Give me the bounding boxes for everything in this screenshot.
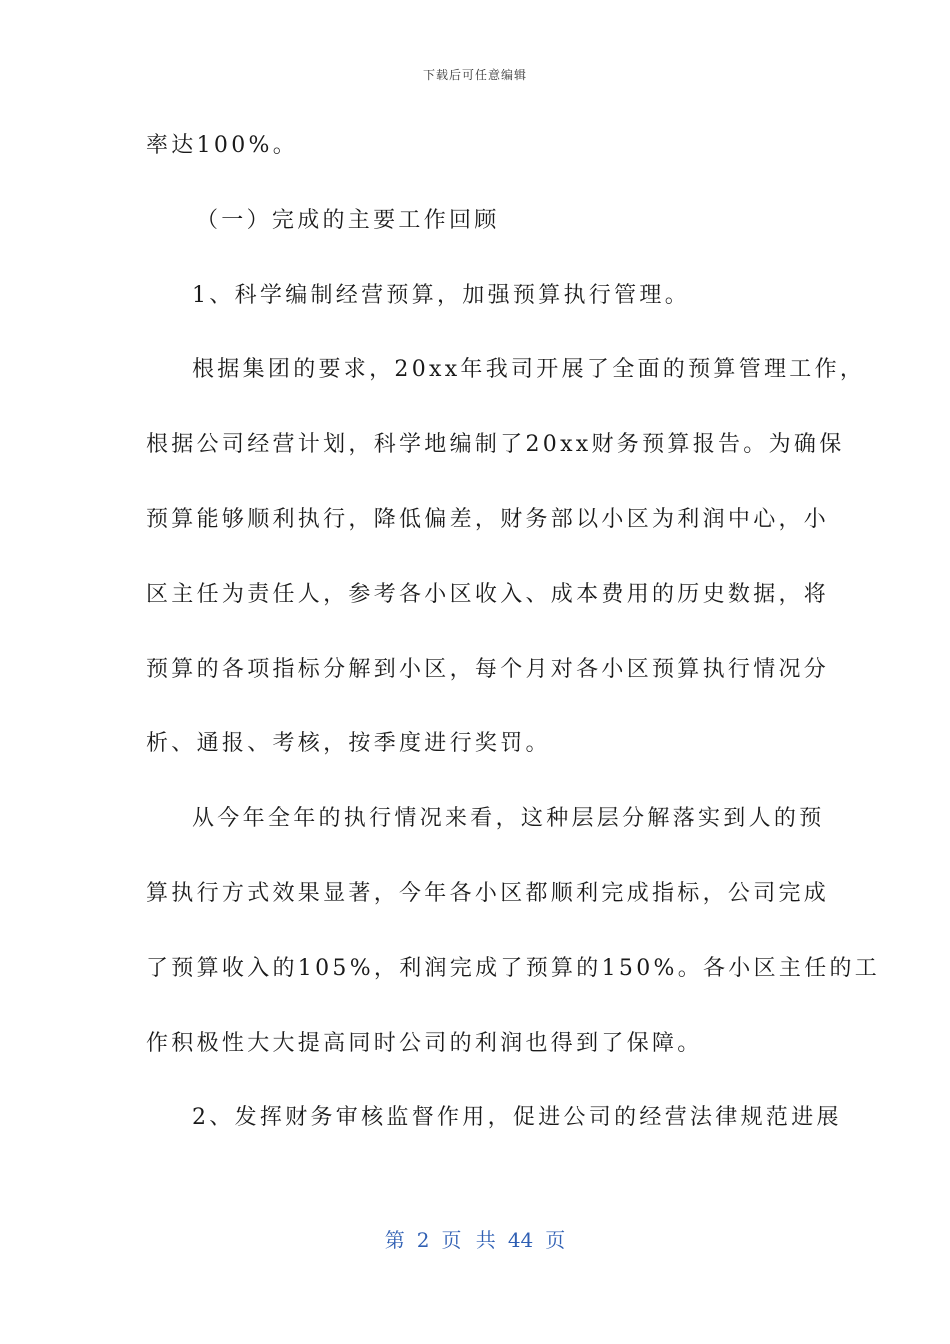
- text-line: 区主任为责任人，参考各小区收入、成本费用的历史数据，将: [146, 581, 830, 607]
- subsection-heading: 2、发挥财务审核监督作用，促进公司的经营法律规范进展: [192, 1105, 842, 1131]
- text-line: 率达100%。: [146, 133, 298, 158]
- text-line: 作积极性大大提高同时公司的利润也得到了保障。: [146, 1030, 703, 1056]
- text-line: 根据集团的要求，20xx年我司开展了全面的预算管理工作，: [192, 357, 866, 383]
- text-line: 预算能够顺利执行，降低偏差，财务部以小区为利润中心，小: [146, 506, 830, 532]
- document-body: [146, 122, 881, 1169]
- footer-suffix: 页: [545, 1228, 566, 1252]
- subsection-heading: 1、科学编制经营预算，加强预算执行管理。: [192, 282, 690, 308]
- header-note: 下载后可任意编辑: [422, 68, 527, 82]
- footer-total-pages: 44: [507, 1228, 534, 1252]
- text-line: 析、通报、考核，按季度进行奖罚。: [146, 731, 551, 757]
- footer-page-number: 2: [416, 1228, 430, 1252]
- text-line: 预算的各项指标分解到小区，每个月对各小区预算执行情况分: [146, 656, 830, 682]
- section-heading: （一）完成的主要工作回顾: [196, 207, 500, 233]
- text-line: 了预算收入的105%，利润完成了预算的150%。各小区主任的工: [146, 955, 881, 981]
- footer-prefix: 第: [384, 1228, 405, 1252]
- page-footer: [0, 1224, 950, 1253]
- footer-middle: 页 共: [441, 1228, 496, 1252]
- text-line: 算执行方式效果显著，今年各小区都顺利完成指标，公司完成: [146, 880, 830, 906]
- text-line: 根据公司经营计划，科学地编制了20xx财务预算报告。为确保: [146, 432, 845, 458]
- text-line: 从今年全年的执行情况来看，这种层层分解落实到人的预: [192, 806, 825, 832]
